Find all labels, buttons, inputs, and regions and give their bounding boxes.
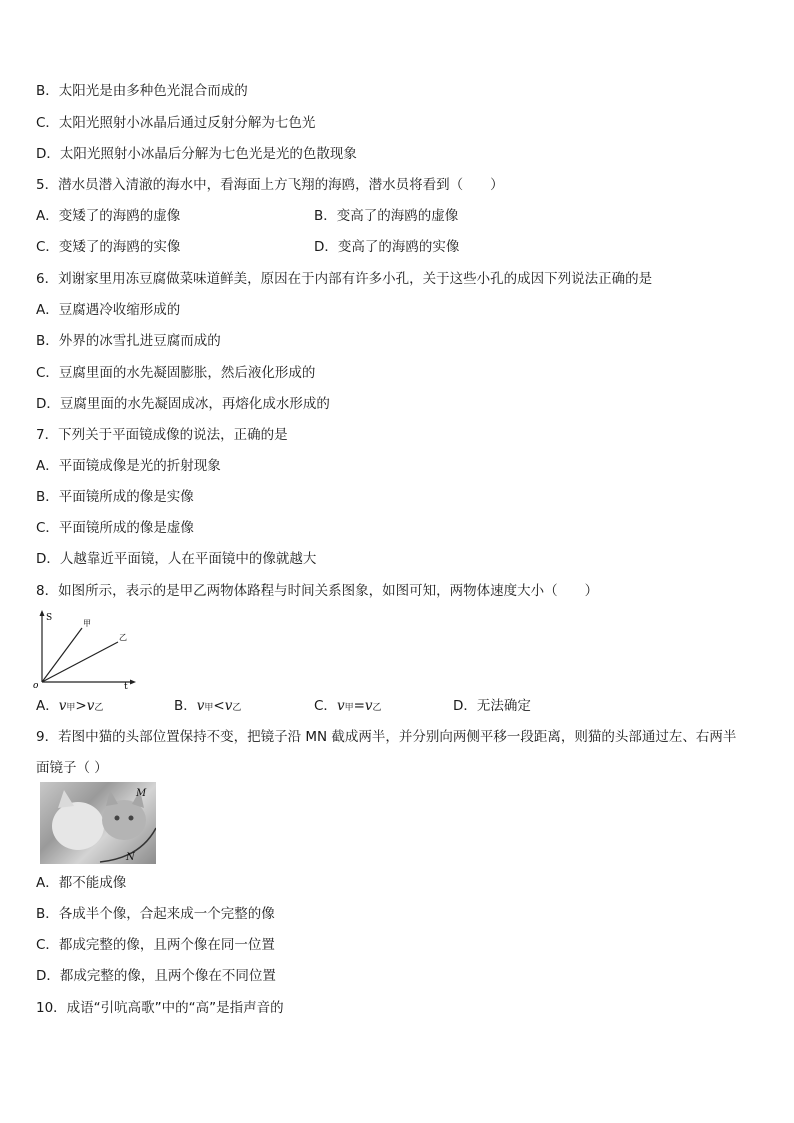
q4-option-b: B．太阳光是由多种色光混合而成的 <box>36 83 248 99</box>
cat-reflection-ear-left <box>106 790 118 806</box>
q8-stem: 8．如图所示，表示的是甲乙两物体路程与时间关系图象，如图可知，两物体速度大小（ ） <box>36 583 599 599</box>
q7-option-c: C．平面镜所成的像是虚像 <box>36 520 194 536</box>
q4-option-c: C．太阳光照射小冰晶后通过反射分解为七色光 <box>36 115 316 131</box>
q5-option-c: C．变矮了的海鸥的实像 <box>36 239 181 255</box>
graph-x-label: t <box>124 682 128 690</box>
graph-y-label: S <box>46 613 53 623</box>
q10-stem: 10．成语“引吭高歌”中的“高”是指声音的 <box>36 1000 284 1016</box>
mirror-label-m: M <box>136 788 147 799</box>
q7-option-a: A．平面镜成像是光的折射现象 <box>36 458 221 474</box>
q8-option-b-relation: <v <box>213 698 233 714</box>
mirror-label-n: N <box>126 852 135 863</box>
cat-real-ear <box>58 790 74 808</box>
q8-option-d: D．无法确定 <box>453 698 531 714</box>
q7-option-d: D．人越靠近平面镜，人在平面镜中的像就越大 <box>36 551 317 567</box>
q9-option-c: C．都成完整的像，且两个像在同一位置 <box>36 937 275 953</box>
q8-option-c-sub1: 甲 <box>344 703 354 713</box>
q8-option-a-sub1: 甲 <box>66 703 76 713</box>
graph-line-yi <box>42 642 118 682</box>
q8-option-b-prefix: B． <box>174 698 197 714</box>
q6-stem: 6．刘谢家里用冻豆腐做菜味道鲜美，原因在于内部有许多小孔，关于这些小孔的成因下列说法正确的是 <box>36 271 653 287</box>
q9-cat-mirror-photo <box>40 782 156 864</box>
q8-option-a-prefix: A． <box>36 698 59 714</box>
q8-distance-time-graph <box>30 608 138 690</box>
q8-option-a <box>36 697 103 717</box>
graph-line-2-label: 乙 <box>119 633 127 642</box>
cat-reflection-eye-left <box>115 816 120 821</box>
q8-option-b-sub2: 乙 <box>232 703 242 713</box>
q5-stem: 5．潜水员潜入清澈的海水中，看海面上方飞翔的海鸥，潜水员将看到（ ） <box>36 177 504 193</box>
graph-y-arrow <box>40 610 45 616</box>
q4-option-d: D．太阳光照射小冰晶后分解为七色光是光的色散现象 <box>36 146 357 162</box>
q8-option-c-sub2: 乙 <box>372 703 382 713</box>
q8-option-b-v: v <box>196 698 205 714</box>
q8-option-b <box>174 697 241 717</box>
q6-option-a: A．豆腐遇冷收缩形成的 <box>36 302 181 318</box>
q8-option-c <box>314 697 382 717</box>
q6-option-b: B．外界的冰雪扎进豆腐而成的 <box>36 333 221 349</box>
cat-photo-drawing <box>40 782 156 864</box>
q9-option-d: D．都成完整的像，且两个像在不同位置 <box>36 968 276 984</box>
q8-option-c-prefix: C． <box>314 698 337 714</box>
q6-option-d: D．豆腐里面的水先凝固成冰，再熔化成水形成的 <box>36 396 330 412</box>
q6-option-c: C．豆腐里面的水先凝固膨胀，然后液化形成的 <box>36 365 316 381</box>
cat-reflection-eye-right <box>129 816 134 821</box>
q8-option-c-relation: =v <box>353 698 373 714</box>
graph-origin-label: o <box>33 681 39 690</box>
q8-option-c-v: v <box>336 698 345 714</box>
q9-option-a: A．都不能成像 <box>36 875 127 891</box>
q8-option-a-v: v <box>58 698 67 714</box>
cat-real-head <box>52 802 104 850</box>
q8-option-a-relation: >v <box>75 698 95 714</box>
q7-stem: 7．下列关于平面镜成像的说法，正确的是 <box>36 427 288 443</box>
q8-option-a-sub2: 乙 <box>94 703 104 713</box>
graph-line-jia <box>42 628 82 682</box>
q5-option-a: A．变矮了的海鸥的虚像 <box>36 208 181 224</box>
graph-line-1-label: 甲 <box>83 619 91 628</box>
q7-option-b: B．平面镜所成的像是实像 <box>36 489 194 505</box>
q9-option-b: B．各成半个像，合起来成一个完整的像 <box>36 906 275 922</box>
graph-x-arrow <box>130 680 136 685</box>
q8-option-b-sub1: 甲 <box>204 703 214 713</box>
q9-stem-line-2: 面镜子（ ） <box>36 760 108 776</box>
q9-stem-line-1: 9．若图中猫的头部位置保持不变，把镜子沿 MN 截成两半，并分别向两侧平移一段距离，则猫的头部通过左、右两半 <box>36 729 737 745</box>
q5-option-d: D．变高了的海鸥的实像 <box>314 239 460 255</box>
q5-option-b: B．变高了的海鸥的虚像 <box>314 208 459 224</box>
